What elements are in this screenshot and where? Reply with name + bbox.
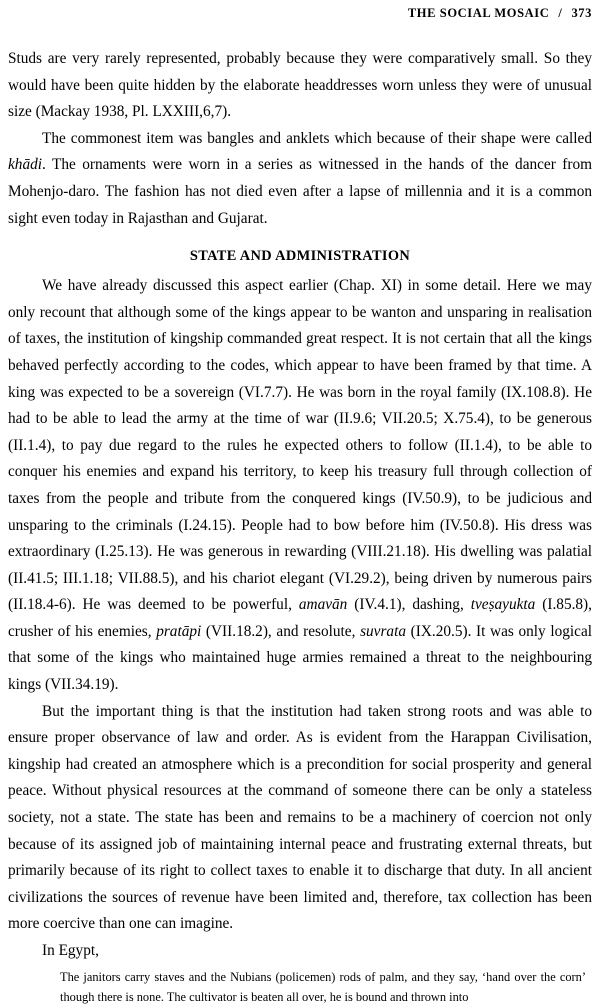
term-khadi: khādi: [8, 156, 42, 174]
paragraph-bangles: [8, 126, 592, 232]
paragraph-state-coercion: But the important thing is that the institution had taken strong roots and was able to ensure proper observance of law and order. As is evident from the Harappan Civilisation, kingship had created an atmosphere which is a precondition for social prosperity and general peace. Without physical resources at the command of someone there can be only a stateless society, not a state. The state has been and remains to be a machinery of coercion not only because of its assigned job of maintaining internal peace and frustrating external threats, but primarily because of its right to collect taxes to enable it to discharge that duty. In all ancient civilizations the sources of revenue have been limited and, therefore, tax collection has been more coercive than one can imagine.: [8, 702, 592, 933]
term-suvrata: suvrata: [360, 622, 406, 640]
paragraph-bangles-text-2: . The ornaments were worn in a series as witnessed in the hands of the dancer from Mohenjo-daro. The fashion has not died even after a lapse of millennia and it is a common sight even today in Rajasthan and Gujarat.: [8, 156, 592, 227]
term-pratapi: pratāpi: [156, 622, 202, 640]
running-head: [408, 6, 592, 21]
running-head-title: THE SOCIAL MOSAIC: [407, 6, 550, 20]
term-tvesayukta: tveṣayukta: [470, 596, 536, 614]
paragraph-studs: Studs are very rarely represented, probably because they were comparatively small. So they would have been quite hidden by the elaborate headdresses worn unless they were of unusual size (Mackay 1938, Pl. LXXIII,6,7).: [8, 50, 592, 121]
block-quotation-text: The janitors carry staves and the Nubians (policemen) rods of palm, and they say, ‘hand over the corn’ though there is none. The cultivator is beaten all over, he is bound and thrown into: [60, 969, 586, 1005]
paragraph-kingship-text-4: (VII.18.2), and resolute,: [201, 622, 361, 640]
term-amavan: amavān: [298, 596, 348, 614]
section-heading-state-and-administration: STATE AND ADMINISTRATION: [189, 248, 411, 265]
quotation-lead-in: In Egypt,: [42, 942, 99, 959]
paragraph-kingship: [8, 273, 592, 699]
paragraph-kingship-text-1: We have already discussed this aspect earlier (Chap. XI) in some detail. Here we may only recount that although some of the kings appear to be wanton and unsparing in realisation of taxes, the institution of kingship commanded great respect. It is not certain that all the kings behaved perfectly according to the codes, which appear to have been framed by that time. A king was expected to be a sovereign (VI.7.7). He was born in the royal family (IX.108.8). He had to be able to lead the army at the time of war (II.9.6; VII.20.5; X.75.4), to be generous (II.1.4), to pay due regard to the rules he expected others to follow (II.1.4), to be able to conquer his enemies and expand his territory, to keep his treasury full through collection of taxes from the people and tribute from the conquered kings (IV.50.9), to be judicious and unsparing to the criminals (I.24.15). People had to bow before him (IV.50.8). His dress was extraordinary (I.25.13). He was generous in rewarding (VIII.21.18). His dwelling was palatial (II.41.5; III.1.18; VII.88.5), and his chariot elegant (VI.29.2), being driven by numerous pairs (II.18.4-6). He was deemed to be powerful,: [8, 277, 592, 614]
block-quotation: [8, 967, 592, 1008]
running-head-separator: /: [558, 6, 563, 20]
paragraph-kingship-text-3: (I.85.8), crusher of his enemies,: [8, 596, 592, 640]
body-text-column: [8, 46, 592, 1008]
paragraph-bangles-text-1: The commonest item was bangles and anklets which because of their shape were called: [42, 129, 592, 147]
paragraph-kingship-text-5: (IX.20.5). It was only logical that some of the kings who maintained huge armies remained a threat to the neighbouring kings (VII.34.19).: [8, 622, 592, 694]
page-number: 373: [571, 6, 592, 20]
paragraph-kingship-text-2: (IV.4.1), dashing,: [347, 596, 471, 614]
